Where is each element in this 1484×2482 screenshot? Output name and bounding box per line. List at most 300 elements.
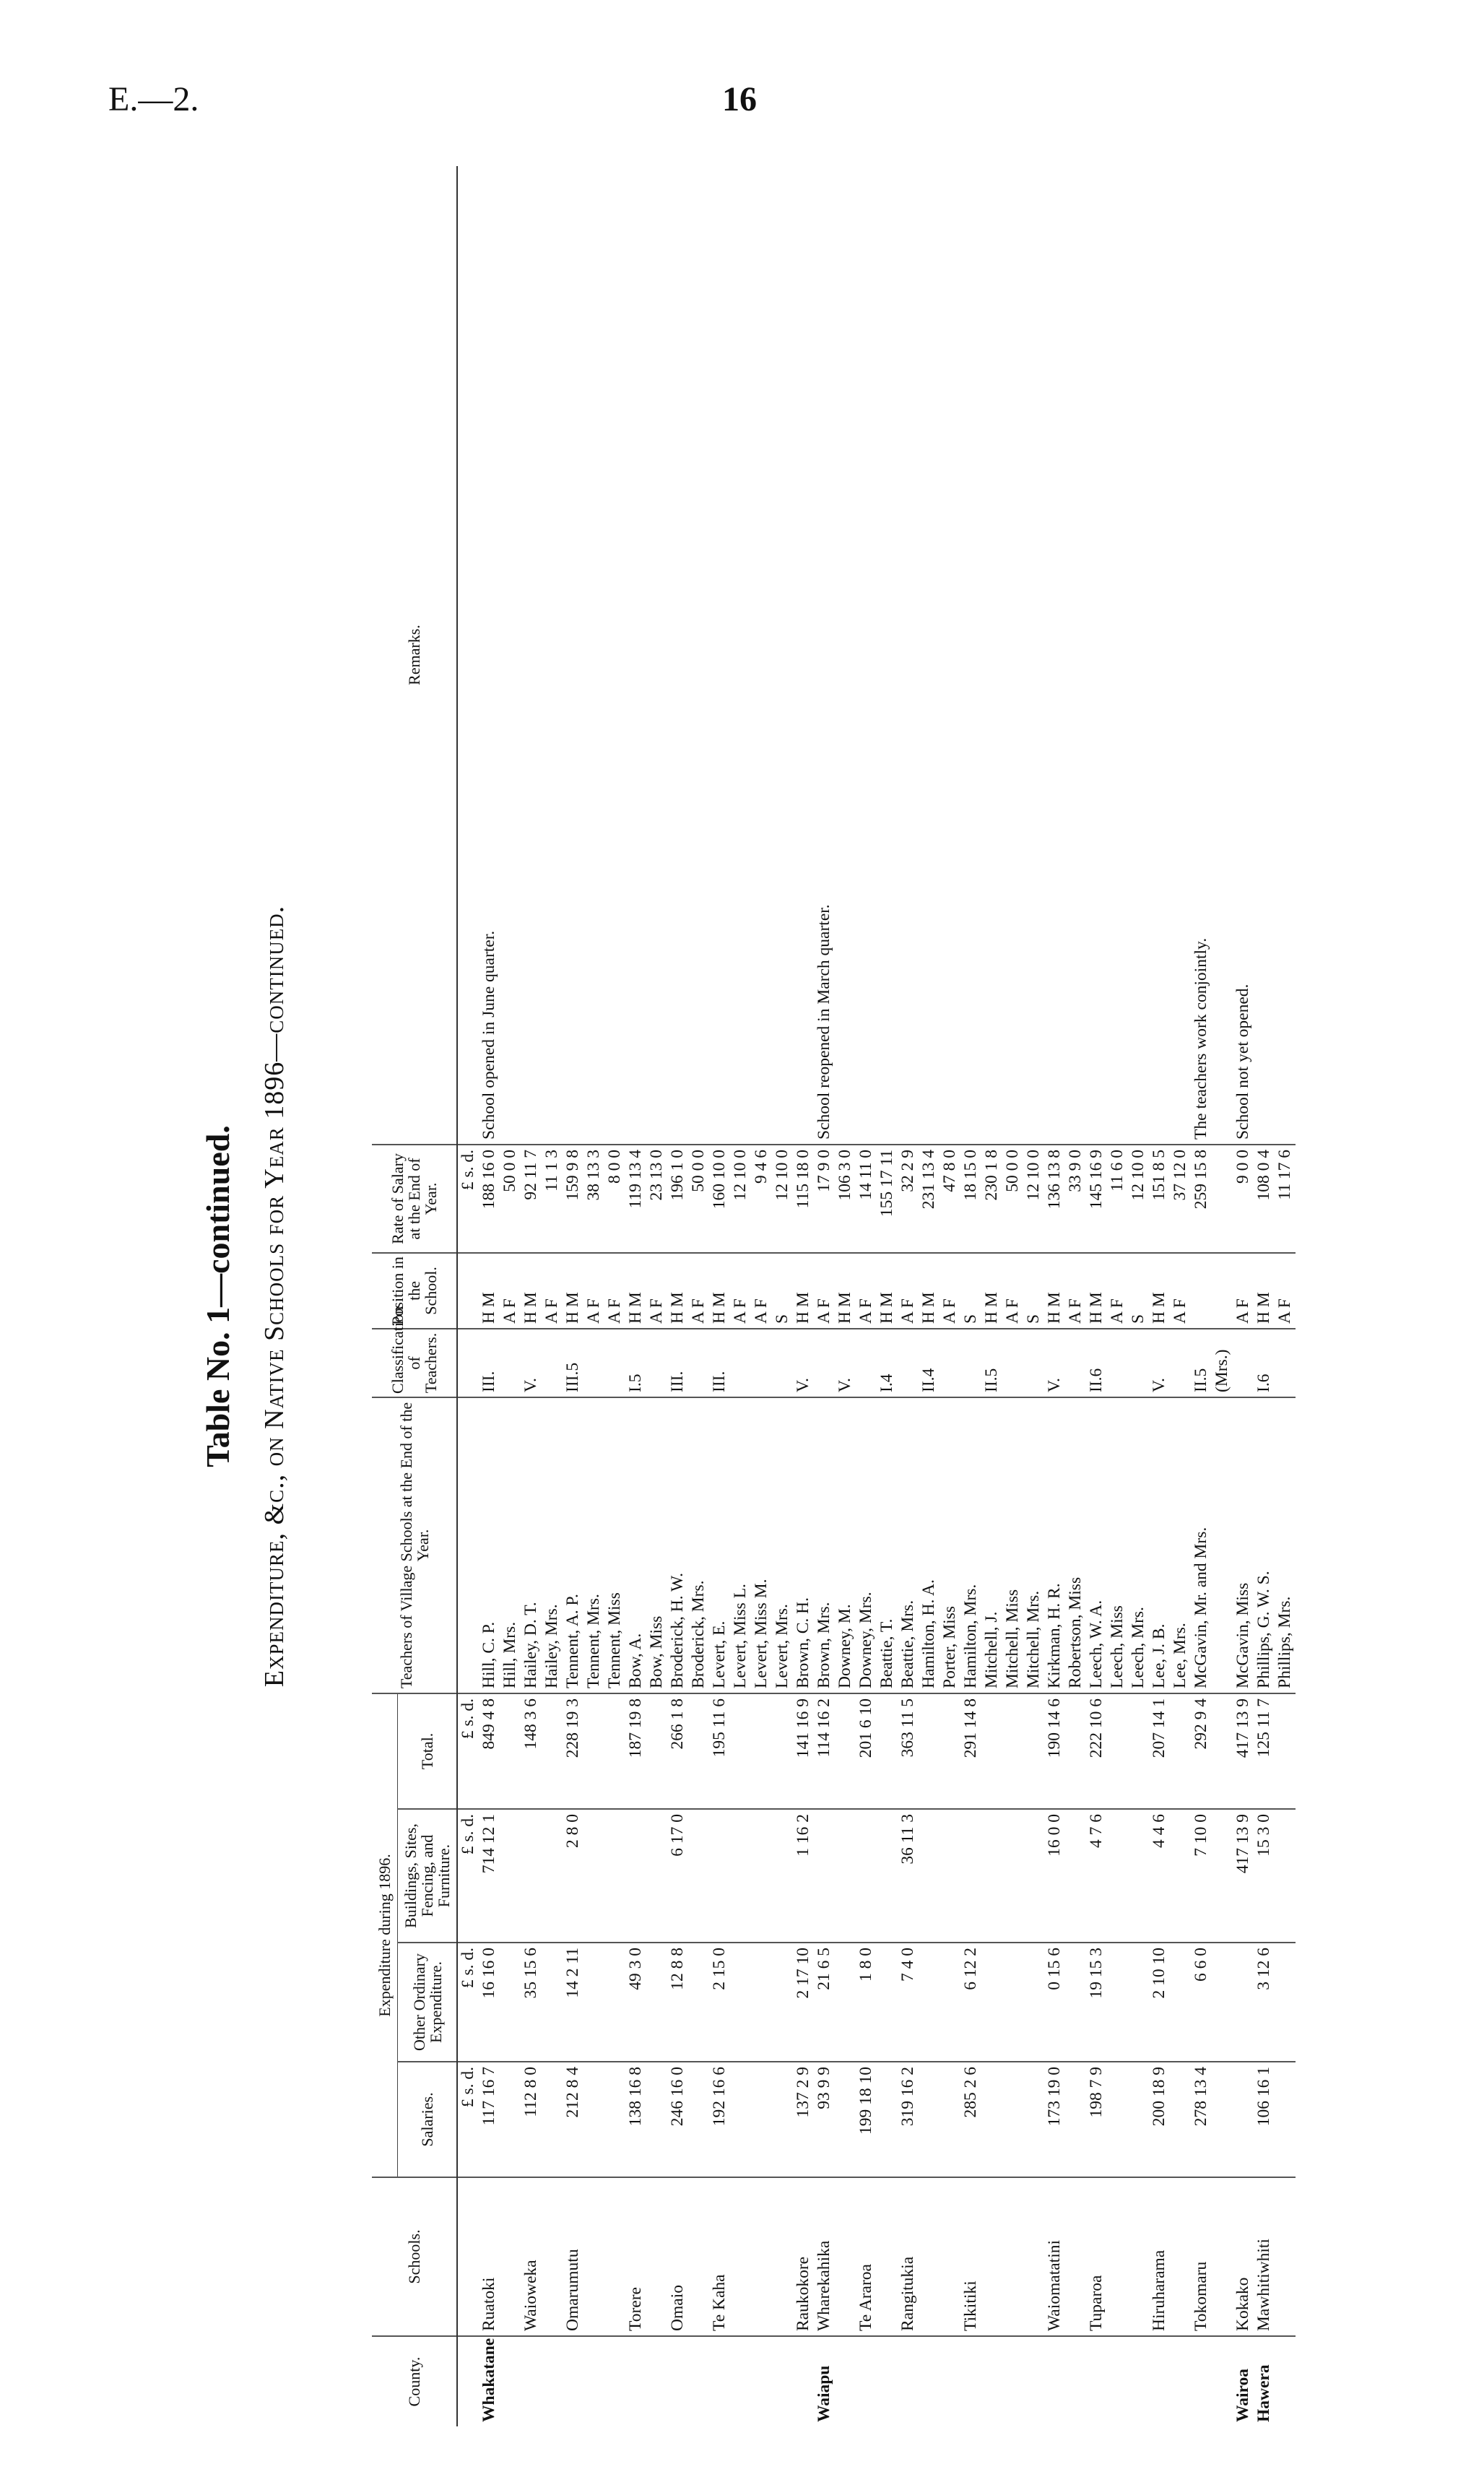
county-cell — [751, 2336, 772, 2426]
table-body — [457, 166, 1296, 2426]
salaries-cell — [835, 2062, 856, 2177]
remarks-cell — [521, 166, 542, 1145]
total-cell — [646, 1693, 667, 1809]
rate-cell: 155 17 11 — [877, 1145, 898, 1253]
teacher-cell: Hill, C. P. — [479, 1397, 500, 1693]
other-expenditure-cell: 16 16 0 — [479, 1943, 500, 2062]
remarks-cell — [1275, 166, 1296, 1145]
total-cell — [981, 1693, 1002, 1809]
total-cell: 190 14 6 — [1044, 1693, 1065, 1809]
header-expenditure-group: Expenditure during 1896. — [372, 1693, 398, 2177]
salaries-cell: 319 16 2 — [898, 2062, 919, 2177]
table-row — [877, 166, 898, 2426]
teacher-cell: Robertson, Miss — [1065, 1397, 1086, 1693]
county-cell — [1149, 2336, 1170, 2426]
total-cell — [1275, 1693, 1296, 1809]
county-cell: Wairoa — [1233, 2369, 1252, 2422]
total-cell: 201 6 10 — [856, 1693, 877, 1809]
salaries-cell: 117 16 7 — [479, 2062, 500, 2177]
school-cell: Mawhitiwhiti — [1254, 2177, 1275, 2336]
classification-cell — [1107, 1329, 1128, 1397]
teacher-cell: Broderick, Mrs. — [688, 1397, 709, 1693]
county-cell — [919, 2336, 940, 2426]
other-expenditure-cell: 2 15 0 — [709, 1943, 730, 2062]
classification-cell: I.6 — [1254, 1329, 1275, 1397]
table-row — [1212, 166, 1233, 2426]
unit-rate: £ s. d. — [457, 1145, 479, 1253]
remarks-cell — [1212, 166, 1233, 1145]
school-cell: Tokomaru — [1191, 2177, 1212, 2336]
header-salaries: Salaries. — [398, 2062, 458, 2177]
total-cell — [919, 1693, 940, 1809]
table-row — [583, 166, 604, 2426]
table-subtitle-text: Expenditure, &c., on Native Schools for Year 1896—continued. — [259, 905, 290, 1688]
header-row-groups — [372, 166, 398, 2426]
other-expenditure-cell: 7 4 0 — [898, 1943, 919, 2062]
position-cell: A F — [1065, 1253, 1086, 1329]
rate-cell: 188 16 0 — [479, 1145, 500, 1253]
buildings-cell: 6 17 0 — [667, 1809, 688, 1943]
school-cell: Ruatoki — [479, 2177, 500, 2336]
units-remarks-cell — [457, 166, 479, 1145]
county-cell — [960, 2336, 981, 2426]
remarks-cell — [604, 166, 625, 1145]
salaries-cell: 285 2 6 — [960, 2062, 981, 2177]
county-cell — [1065, 2336, 1086, 2426]
other-expenditure-cell: 1 8 0 — [856, 1943, 877, 2062]
position-cell: A F — [1170, 1253, 1191, 1329]
buildings-cell: 1 16 2 — [793, 1809, 814, 1943]
teacher-cell: Downey, Mrs. — [856, 1397, 877, 1693]
rate-cell: 47 8 0 — [940, 1145, 960, 1253]
classification-cell: III. — [709, 1329, 730, 1397]
other-expenditure-cell — [1170, 1943, 1191, 2062]
remarks-cell — [688, 166, 709, 1145]
remarks-cell — [625, 166, 646, 1145]
position-cell: A F — [583, 1253, 604, 1329]
county-cell — [521, 2336, 542, 2426]
teacher-cell: Brown, Mrs. — [814, 1397, 835, 1693]
other-expenditure-cell: 3 12 6 — [1254, 1943, 1275, 2062]
unit-total: £ s. d. — [457, 1693, 479, 1809]
total-cell: 207 14 1 — [1149, 1693, 1170, 1809]
buildings-cell — [1065, 1809, 1086, 1943]
total-cell — [604, 1693, 625, 1809]
units-row — [457, 166, 479, 2426]
rate-cell — [1212, 1145, 1233, 1253]
position-cell: H M — [709, 1253, 730, 1329]
buildings-cell — [646, 1809, 667, 1943]
classification-cell — [542, 1329, 563, 1397]
county-cell — [730, 2336, 751, 2426]
salaries-cell — [688, 2062, 709, 2177]
table-row — [1065, 166, 1086, 2426]
other-expenditure-cell — [583, 1943, 604, 2062]
salaries-cell — [500, 2062, 521, 2177]
county-cell — [1275, 2336, 1296, 2426]
classification-cell — [856, 1329, 877, 1397]
school-cell: Hiruharama — [1149, 2177, 1170, 2336]
remarks-cell: School reopened in March quarter. — [814, 166, 835, 1145]
teacher-cell: Tennent, Mrs. — [583, 1397, 604, 1693]
unit-other: £ s. d. — [457, 1943, 479, 2062]
rate-cell: 12 10 0 — [1128, 1145, 1149, 1253]
buildings-cell — [856, 1809, 877, 1943]
county-cell — [981, 2336, 1002, 2426]
table-row — [1233, 166, 1254, 2426]
total-cell — [1212, 1693, 1233, 1809]
other-expenditure-cell — [1002, 1943, 1023, 2062]
rate-cell: 37 12 0 — [1170, 1145, 1191, 1253]
remarks-cell — [583, 166, 604, 1145]
school-cell: Te Araroa — [856, 2177, 877, 2336]
total-cell — [835, 1693, 856, 1809]
total-cell — [940, 1693, 960, 1809]
rate-cell: 108 0 4 — [1254, 1145, 1275, 1253]
table-row — [667, 166, 688, 2426]
salaries-cell: 200 18 9 — [1149, 2062, 1170, 2177]
classification-cell — [1170, 1329, 1191, 1397]
teacher-cell: Mitchell, Miss — [1002, 1397, 1023, 1693]
classification-cell — [1128, 1329, 1149, 1397]
rate-cell: 196 1 0 — [667, 1145, 688, 1253]
remarks-cell — [751, 166, 772, 1145]
table-row — [1044, 166, 1065, 2426]
total-cell: 266 1 8 — [667, 1693, 688, 1809]
other-expenditure-cell: 6 12 2 — [960, 1943, 981, 2062]
other-expenditure-cell: 35 15 6 — [521, 1943, 542, 2062]
remarks-cell — [981, 166, 1002, 1145]
position-cell: H M — [793, 1253, 814, 1329]
buildings-cell: 4 4 6 — [1149, 1809, 1170, 1943]
rate-cell: 32 2 9 — [898, 1145, 919, 1253]
other-expenditure-cell — [1275, 1943, 1296, 2062]
remarks-cell: School opened in June quarter. — [479, 166, 500, 1145]
table-row — [772, 166, 793, 2426]
table-row — [919, 166, 940, 2426]
table-row — [856, 166, 877, 2426]
salaries-cell — [1275, 2062, 1296, 2177]
total-cell — [1002, 1693, 1023, 1809]
county-cell — [542, 2336, 563, 2426]
table-row — [563, 166, 583, 2426]
classification-cell — [1275, 1329, 1296, 1397]
school-cell: Wharekahika — [814, 2177, 835, 2336]
table-row — [709, 166, 730, 2426]
header-county: County. — [372, 2336, 457, 2426]
school-cell — [1002, 2177, 1023, 2336]
school-cell: Omarumutu — [563, 2177, 583, 2336]
total-cell — [730, 1693, 751, 1809]
total-cell: 417 13 9 — [1233, 1693, 1254, 1809]
position-cell: H M — [835, 1253, 856, 1329]
remarks-cell — [1107, 166, 1128, 1145]
other-expenditure-cell — [981, 1943, 1002, 2062]
units-position-cell — [457, 1253, 479, 1329]
teacher-cell: Leech, Mrs. — [1128, 1397, 1149, 1693]
county-cell — [1191, 2336, 1212, 2426]
county-cell — [1107, 2336, 1128, 2426]
rate-cell: 11 17 6 — [1275, 1145, 1296, 1253]
salaries-cell — [1002, 2062, 1023, 2177]
other-expenditure-cell — [940, 1943, 960, 2062]
classification-cell: II.5 — [981, 1329, 1002, 1397]
table-title: Table No. 1—continued. — [199, 1125, 236, 1467]
unit-salaries: £ s. d. — [457, 2062, 479, 2177]
position-cell: S — [960, 1253, 981, 1329]
table-row — [688, 166, 709, 2426]
total-cell: 363 11 5 — [898, 1693, 919, 1809]
classification-cell: III.5 — [563, 1329, 583, 1397]
buildings-cell — [772, 1809, 793, 1943]
county-cell — [667, 2336, 688, 2426]
county-cell — [856, 2336, 877, 2426]
salaries-cell — [751, 2062, 772, 2177]
county-cell — [583, 2336, 604, 2426]
classification-cell — [688, 1329, 709, 1397]
other-expenditure-cell: 14 2 11 — [563, 1943, 583, 2062]
remarks-cell — [709, 166, 730, 1145]
remarks-cell — [1254, 166, 1275, 1145]
header-other-expenditure: Other Ordinary Expenditure. — [398, 1943, 458, 2062]
buildings-cell — [751, 1809, 772, 1943]
table-row — [814, 166, 835, 2426]
county-cell — [793, 2336, 814, 2426]
other-expenditure-cell: 2 10 10 — [1149, 1943, 1170, 2062]
classification-cell — [940, 1329, 960, 1397]
other-expenditure-cell — [646, 1943, 667, 2062]
table-row — [521, 166, 542, 2426]
position-cell: S — [772, 1253, 793, 1329]
buildings-cell — [730, 1809, 751, 1943]
buildings-cell — [709, 1809, 730, 1943]
total-cell: 187 19 8 — [625, 1693, 646, 1809]
salaries-cell: 246 16 0 — [667, 2062, 688, 2177]
salaries-cell — [1107, 2062, 1128, 2177]
total-cell — [542, 1693, 563, 1809]
school-cell — [1170, 2177, 1191, 2336]
classification-cell — [646, 1329, 667, 1397]
salaries-cell — [772, 2062, 793, 2177]
school-cell — [1023, 2177, 1044, 2336]
school-cell — [688, 2177, 709, 2336]
classification-cell — [730, 1329, 751, 1397]
classification-cell — [500, 1329, 521, 1397]
buildings-cell — [583, 1809, 604, 1943]
table-row — [479, 166, 500, 2426]
table-row — [940, 166, 960, 2426]
teacher-cell: Kirkman, H. R. — [1044, 1397, 1065, 1693]
header-schools: Schools. — [372, 2177, 457, 2336]
salaries-cell — [646, 2062, 667, 2177]
position-cell: H M — [667, 1253, 688, 1329]
salaries-cell: 137 2 9 — [793, 2062, 814, 2177]
other-expenditure-cell — [1023, 1943, 1044, 2062]
total-cell — [500, 1693, 521, 1809]
school-cell — [1275, 2177, 1296, 2336]
total-cell: 228 19 3 — [563, 1693, 583, 1809]
position-cell: S — [1023, 1253, 1044, 1329]
table-row — [1254, 166, 1275, 2426]
buildings-cell: 15 3 0 — [1254, 1809, 1275, 1943]
rate-cell: 18 15 0 — [960, 1145, 981, 1253]
other-expenditure-cell — [751, 1943, 772, 2062]
other-expenditure-cell: 21 6 5 — [814, 1943, 835, 2062]
rate-cell: 12 10 0 — [730, 1145, 751, 1253]
rate-cell: 115 18 0 — [793, 1145, 814, 1253]
buildings-cell: 36 11 3 — [898, 1809, 919, 1943]
remarks-cell — [940, 166, 960, 1145]
header-rate: Rate of Salary at the End of Year. — [372, 1145, 457, 1253]
school-cell — [1107, 2177, 1128, 2336]
classification-cell — [960, 1329, 981, 1397]
position-cell: S — [1128, 1253, 1149, 1329]
salaries-cell — [542, 2062, 563, 2177]
teacher-cell: Mitchell, Mrs. — [1023, 1397, 1044, 1693]
teacher-cell: Brown, C. H. — [793, 1397, 814, 1693]
header-teachers: Teachers of Village Schools at the End of the Year. — [372, 1397, 457, 1693]
salaries-cell: 278 13 4 — [1191, 2062, 1212, 2177]
school-cell: Torere — [625, 2177, 646, 2336]
rate-cell: 50 0 0 — [500, 1145, 521, 1253]
table-row — [646, 166, 667, 2426]
rate-cell: 14 11 0 — [856, 1145, 877, 1253]
remarks-cell — [1128, 166, 1149, 1145]
remarks-cell — [919, 166, 940, 1145]
county-cell — [1002, 2336, 1023, 2426]
table-row — [1086, 166, 1107, 2426]
school-cell — [1212, 2177, 1233, 2336]
position-cell: A F — [730, 1253, 751, 1329]
rate-cell: 12 10 0 — [1023, 1145, 1044, 1253]
classification-cell: I.5 — [625, 1329, 646, 1397]
buildings-cell — [542, 1809, 563, 1943]
other-expenditure-cell: 49 3 0 — [625, 1943, 646, 2062]
salaries-cell — [940, 2062, 960, 2177]
county-cell — [940, 2336, 960, 2426]
school-cell: Kokako — [1233, 2177, 1254, 2336]
buildings-cell — [1275, 1809, 1296, 1943]
buildings-cell: 2 8 0 — [563, 1809, 583, 1943]
classification-cell — [772, 1329, 793, 1397]
table-row — [1023, 166, 1044, 2426]
position-cell: H M — [521, 1253, 542, 1329]
salaries-cell — [730, 2062, 751, 2177]
total-cell — [772, 1693, 793, 1809]
position-cell: A F — [688, 1253, 709, 1329]
school-cell: Omaio — [667, 2177, 688, 2336]
classification-cell: I.4 — [877, 1329, 898, 1397]
classification-cell — [1233, 1329, 1254, 1397]
rate-cell: 136 13 8 — [1044, 1145, 1065, 1253]
header-buildings: Buildings, Sites, Fencing, and Furniture. — [398, 1809, 458, 1943]
other-expenditure-cell — [919, 1943, 940, 2062]
buildings-cell — [688, 1809, 709, 1943]
total-cell: 291 14 8 — [960, 1693, 981, 1809]
position-cell: A F — [542, 1253, 563, 1329]
header-classification: Classification of Teachers. — [372, 1329, 457, 1397]
teacher-cell: Hailey, D. T. — [521, 1397, 542, 1693]
position-cell: H M — [1044, 1253, 1065, 1329]
buildings-cell — [500, 1809, 521, 1943]
county-cell — [898, 2336, 919, 2426]
teacher-cell: Porter, Miss — [940, 1397, 960, 1693]
position-cell — [1191, 1253, 1212, 1329]
salaries-cell: 199 18 10 — [856, 2062, 877, 2177]
header-remarks: Remarks. — [372, 166, 457, 1145]
teacher-cell: Lee, J. B. — [1149, 1397, 1170, 1693]
table-row — [1107, 166, 1128, 2426]
county-cell — [563, 2336, 583, 2426]
position-cell: A F — [604, 1253, 625, 1329]
salaries-cell — [877, 2062, 898, 2177]
teacher-cell: Levert, Miss L. — [730, 1397, 751, 1693]
total-cell: 114 16 2 — [814, 1693, 835, 1809]
rate-cell: 9 4 6 — [751, 1145, 772, 1253]
table-row — [1128, 166, 1149, 2426]
school-cell — [877, 2177, 898, 2336]
other-expenditure-cell — [730, 1943, 751, 2062]
rate-cell: 9 0 0 — [1233, 1145, 1254, 1253]
school-cell — [1065, 2177, 1086, 2336]
total-cell — [688, 1693, 709, 1809]
remarks-cell — [730, 166, 751, 1145]
salaries-cell — [1212, 2062, 1233, 2177]
salaries-cell: 198 7 9 — [1086, 2062, 1107, 2177]
table-row — [625, 166, 646, 2426]
other-expenditure-cell — [1107, 1943, 1128, 2062]
table-row — [1002, 166, 1023, 2426]
unit-buildings: £ s. d. — [457, 1809, 479, 1943]
rate-cell: 160 10 0 — [709, 1145, 730, 1253]
table-row — [1191, 166, 1212, 2426]
buildings-cell — [1128, 1809, 1149, 1943]
teacher-cell: Phillips, Mrs. — [1275, 1397, 1296, 1693]
classification-cell — [1065, 1329, 1086, 1397]
salaries-cell — [981, 2062, 1002, 2177]
other-expenditure-cell — [542, 1943, 563, 2062]
remarks-cell — [563, 166, 583, 1145]
other-expenditure-cell — [835, 1943, 856, 2062]
remarks-cell — [1002, 166, 1023, 1145]
teacher-cell: Beattie, T. — [877, 1397, 898, 1693]
school-cell — [940, 2177, 960, 2336]
remarks-cell — [1149, 166, 1170, 1145]
total-cell: 222 10 6 — [1086, 1693, 1107, 1809]
remarks-cell — [898, 166, 919, 1145]
buildings-cell: 714 12 1 — [479, 1809, 500, 1943]
school-cell — [646, 2177, 667, 2336]
total-cell: 148 3 6 — [521, 1693, 542, 1809]
school-cell — [772, 2177, 793, 2336]
total-cell — [1023, 1693, 1044, 1809]
buildings-cell — [1170, 1809, 1191, 1943]
school-cell: Waioweka — [521, 2177, 542, 2336]
school-cell: Tikitiki — [960, 2177, 981, 2336]
rate-cell: 119 13 4 — [625, 1145, 646, 1253]
teacher-cell: Hamilton, H. A. — [919, 1397, 940, 1693]
position-cell: H M — [1086, 1253, 1107, 1329]
teacher-cell: Phillips, G. W. S. — [1254, 1397, 1275, 1693]
other-expenditure-cell — [1233, 1943, 1254, 2062]
buildings-cell — [625, 1809, 646, 1943]
rate-cell: 17 9 0 — [814, 1145, 835, 1253]
remarks-cell — [646, 166, 667, 1145]
classification-cell — [814, 1329, 835, 1397]
teacher-cell: Leech, W. A. — [1086, 1397, 1107, 1693]
table-heading — [184, 166, 321, 2426]
classification-cell — [1002, 1329, 1023, 1397]
